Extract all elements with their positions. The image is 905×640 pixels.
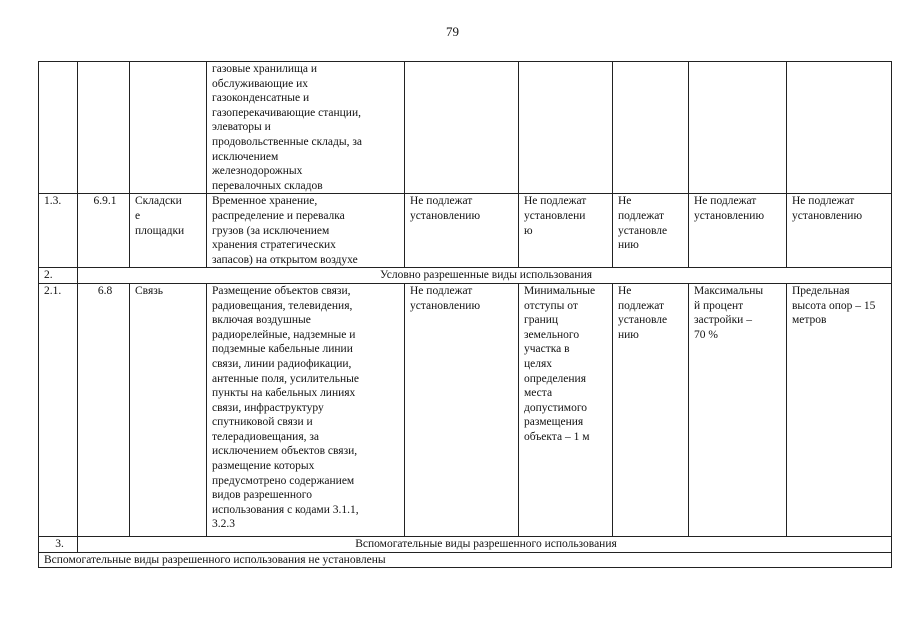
cell-code: 6.8 [78, 283, 130, 536]
cell-col7 [613, 62, 689, 194]
cell-col9: Не подлежат установлению [787, 194, 892, 268]
cell-col8 [689, 62, 787, 194]
section-title: Вспомогательные виды разрешенного использования [78, 536, 892, 552]
cell-name: Связь [130, 283, 207, 536]
cell-col8: Не подлежат установлению [689, 194, 787, 268]
table-row-footer [39, 552, 892, 568]
cell-col5: Не подлежат установлению [405, 194, 519, 268]
cell-name [130, 62, 207, 194]
cell-code: 6.9.1 [78, 194, 130, 268]
section-title: Условно разрешенные виды использования [78, 268, 892, 284]
cell-description: Временное хранение, распределение и перевалка грузов (за исключением хранения стратегических запасов) на открытом воздухе [207, 194, 405, 268]
cell-col6 [519, 62, 613, 194]
cell-description: Размещение объектов связи, радиовещания, телевидения, включая воздушные радиорелейные, надземные и подземные кабельные линии связи, линии радиофикации, антенные поля, усилительные пункты на кабельных линиях связи, инфраструктуру спутниковой связи и телерадиовещания, за исключением объектов связи, размещение которых предусмотрено содержанием видов разрешенного использования с кодами 3.1.1, 3.2.3 [207, 283, 405, 536]
table-row-2-1 [39, 283, 892, 536]
page-number: 79 [446, 24, 459, 39]
cell-num [39, 62, 78, 194]
cell-col7: Не подлежат установле нию [613, 283, 689, 536]
land-use-table [38, 61, 892, 568]
cell-num: 2.1. [39, 283, 78, 536]
section-number: 3. [39, 536, 78, 552]
cell-col9 [787, 62, 892, 194]
cell-col5: Не подлежат установлению [405, 283, 519, 536]
cell-col6: Не подлежат установлени ю [519, 194, 613, 268]
section-header-row [39, 268, 892, 284]
cell-col7: Не подлежат установле нию [613, 194, 689, 268]
section-number: 2. [39, 268, 78, 284]
cell-col9: Предельная высота опор – 15 метров [787, 283, 892, 536]
section-header-row [39, 536, 892, 552]
cell-col8: Максимальны й процент застройки – 70 % [689, 283, 787, 536]
cell-name: Складски е площадки [130, 194, 207, 268]
footer-note: Вспомогательные виды разрешенного использования не установлены [39, 552, 892, 568]
cell-col6: Минимальные отступы от границ земельного участка в целях определения места допустимого размещения объекта – 1 м [519, 283, 613, 536]
cell-num: 1.3. [39, 194, 78, 268]
cell-col5 [405, 62, 519, 194]
cell-description: газовые хранилища и обслуживающие их газоконденсатные и газоперекачивающие станции, элеваторы и продовольственные склады, за исключением железнодорожных перевалочных складов [207, 62, 405, 194]
cell-code [78, 62, 130, 194]
table-row-continuation [39, 62, 892, 194]
table-row-1-3 [39, 194, 892, 268]
